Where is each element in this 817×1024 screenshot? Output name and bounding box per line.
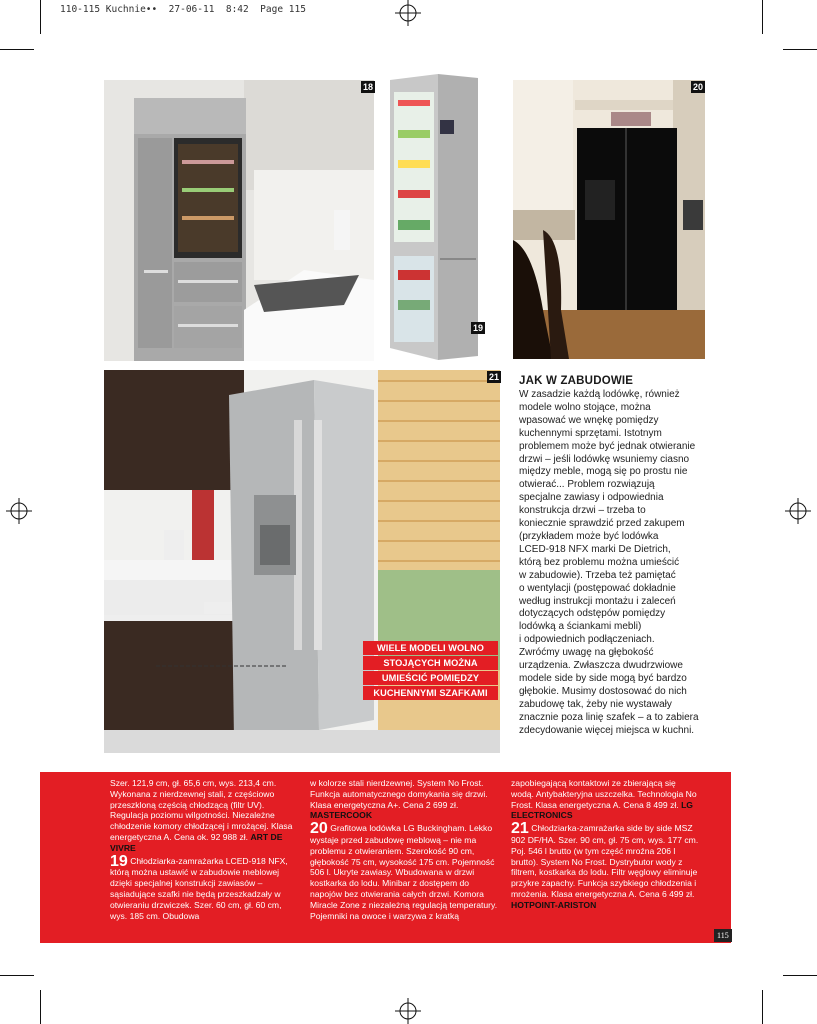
article-headline: JAK W ZABUDOWIE [519, 375, 634, 387]
caption-number: 21 [511, 820, 529, 838]
fridge-illustration [378, 60, 508, 368]
brand-name: MASTERCOOK [310, 810, 373, 821]
brand-name: HOTPOINT-ARISTON [511, 899, 597, 910]
caption-column-1 [110, 778, 300, 923]
caption-text [310, 820, 500, 921]
pull-quote-line: KUCHENNYMI SZAFKAMI [363, 686, 498, 700]
fridge-illustration [104, 80, 374, 361]
photo-20 [513, 80, 705, 359]
registration-mark-icon [395, 0, 421, 26]
photo-number-badge: 18 [363, 82, 374, 92]
registration-mark-icon [6, 498, 32, 524]
photo-19 [378, 60, 508, 368]
caption-21-text: Chłodziarka-zamrażarka side by side MSZ 902 DF/HA. Szer. 90 cm, gł. 75 cm, wys. 177 cm. Poj. 546 l brutto (w tym część mroźna 206 l brutto). System No Frost. Dystrybutor wody z filtrem, kostkarka do lodu. Filtr węglowy eliminuje przykre zapachy. Funkcja szybkiego chłodzenia i mrożenia. Klasa energetyczna A. Cena 6 499 zł. [511, 823, 699, 899]
crop-mark [783, 49, 817, 50]
caption-20-text: Grafitowa lodówka LG Buckingham. Lekko wystaje przed zabudowę meblową – nie ma problemu z otwieraniem. Szerokość 90 cm, głębokość 75 cm, wysokość 175 cm. Pojemność 506 l. Ukryte zawiasy. Wbudowana w drzwi kostkarka do lodu. Minibar z dostępem do napojów bez otwierania całych drzwi. Komora Miracle Zone z niezależną regulacją temperatury. Pojemniki na owoce i warzywa z kratką [310, 823, 498, 921]
caption-number: 20 [310, 820, 328, 838]
caption-text [511, 820, 701, 910]
caption-text [310, 778, 500, 821]
caption-column-2 [310, 778, 500, 923]
pull-quote-line: UMIEŚCIĆ POMIĘDZY [363, 671, 498, 685]
caption-20-continued: zapobiegającą kontaktowi ze zbierającą się wodą. Antybakteryjna uszczelka. Technologia No Frost. Klasa energetyczna A. Cena 8 499 zł. [511, 778, 697, 810]
caption-text [110, 778, 300, 854]
caption-text [511, 778, 701, 821]
brand-name: ART DE VIVRE [110, 831, 283, 853]
crop-mark [0, 975, 34, 976]
crop-mark [762, 990, 763, 1024]
caption-19-text: Chłodziarka-zamrażarka LCED-918 NFX, którą można ustawić w zabudowie meblowej dzięki specjalnej konstrukcji zawiasów – sąsiadujące szafki nie będą przeszkadzały w otwieraniu drzwiczek. Szer. 60 cm, gł. 60 cm, wys. 185 cm. Obudowa [110, 855, 288, 921]
crop-mark [0, 49, 34, 50]
brand-name: LG ELECTRONICS [511, 799, 693, 821]
caption-column-3 [511, 778, 701, 913]
caption-text [110, 852, 300, 922]
photo-number-badge: 19 [473, 323, 484, 333]
registration-mark-icon [395, 998, 421, 1024]
page-number: 115 [714, 929, 732, 942]
crop-mark [762, 0, 763, 34]
photo-number-badge: 21 [489, 372, 500, 382]
crop-mark [40, 0, 41, 34]
crop-mark [40, 990, 41, 1024]
crop-mark [783, 975, 817, 976]
caption-18-text: Szer. 121,9 cm, gł. 65,6 cm, wys. 213,4 cm. Wykonana z nierdzewnej stali, z częściowo przeszkloną częścią chłodzącą (filtr UV). Regulacja poziomu wilgotności. Niezależne chłodzenie komory chłodzącej i mrożącej. Klasa energetyczna A. Cena ok. 92 988 zł. [110, 778, 293, 842]
pull-quote-line: STOJĄCYCH MOŻNA [363, 656, 498, 670]
pull-quote-line: WIELE MODELI WOLNO [363, 641, 498, 655]
printer-slug: 110-115 Kuchnie•• 27-06-11 8:42 Page 115 [60, 4, 306, 15]
pull-quote [363, 641, 498, 701]
article-body: W zasadzie każdą lodówkę, również modele wolno stojące, można wpasować we wnękę pomiędzy kuchennymi sprzętami. Istotnym problemem może być jednak otwieranie drzwi – jeśli lodówkę wsuniemy ciasno między meble, mogą się po prostu nie otwierać... Problem rozwiązują specjalne zawiasy i odpowiednia konstrukcja drzwi – trzeba to koniecznie sprawdzić przed zakupem (przykładem może być lodówka LCED-918 NFX marki De Dietrich, którą bez problemu można umieścić w zabudowie). Trzeba też pamiętać o wentylacji (postępować dokładnie według instrukcji montażu i zaleceń dotyczących odstępów pomiędzy lodówką a ściankami mebli) i odpowiednich podłączeniach. Zwróćmy uwagę na głębokość urządzenia. Zwłaszcza dwudrzwiowe modele side by side mogą być bardzo głębokie. Musimy dostosować do nich zabudowę tak, żeby nie wystawały znacznie poza linię szafek – a to zabiera zdecydowanie więcej miejsca w kuchni. [519, 389, 699, 736]
fridge-illustration [513, 80, 705, 359]
registration-mark-icon [785, 498, 811, 524]
caption-19-continued: w kolorze stali nierdzewnej. System No Frost. Funkcja automatycznego domykania się drzwi. Klasa energetyczna A+. Cena 2 699 zł. [310, 778, 488, 810]
photo-number-badge: 20 [693, 82, 704, 92]
photo-18 [104, 80, 374, 361]
caption-number: 19 [110, 852, 128, 870]
